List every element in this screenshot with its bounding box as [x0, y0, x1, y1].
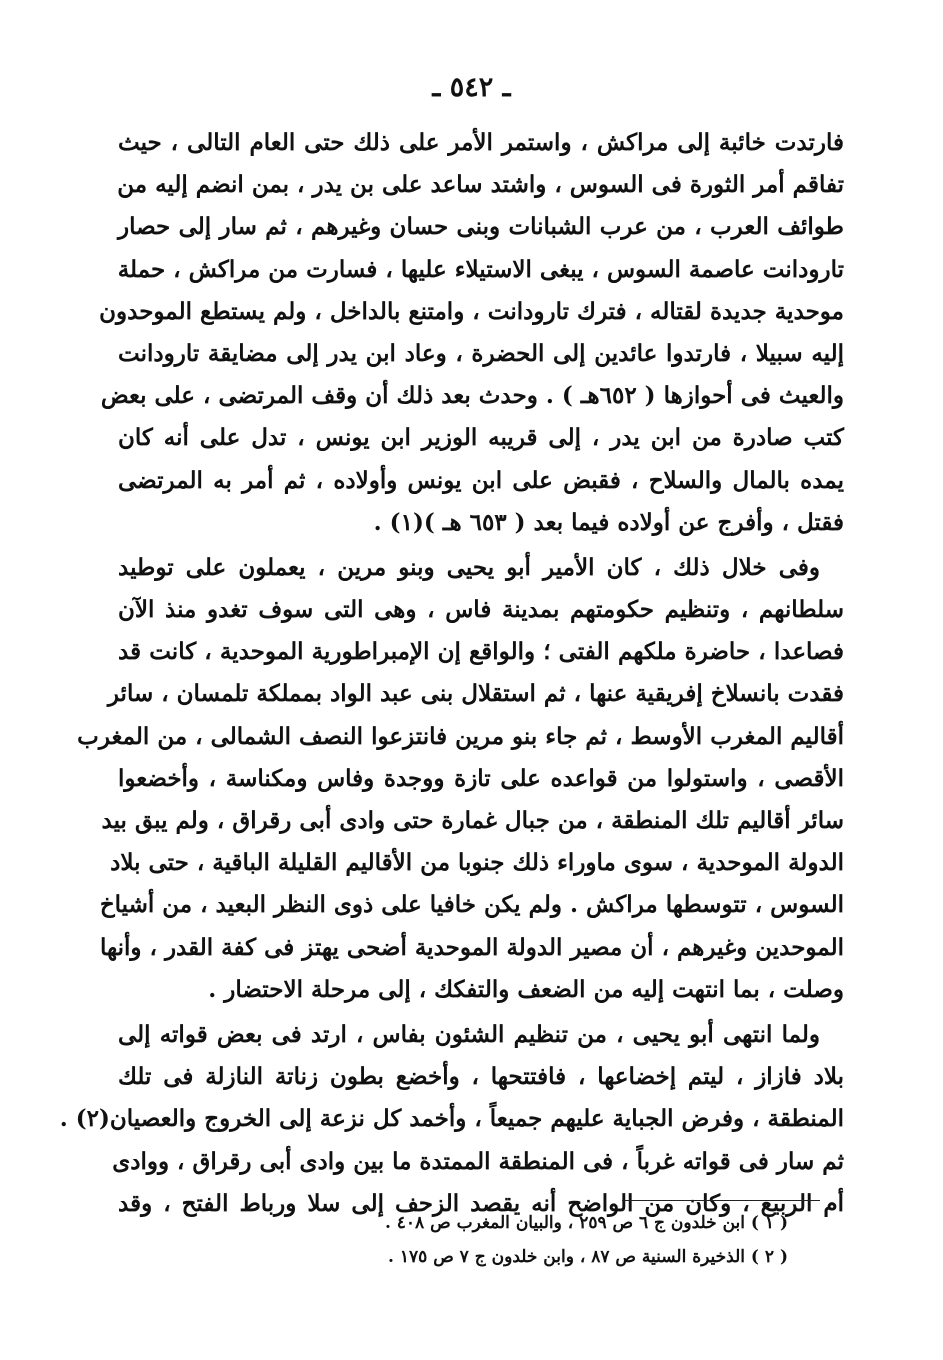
- text-line: كتب صادرة من ابن يدر ، إلى قريبه الوزير ابن يونس ، تدل على أنه كان: [118, 424, 845, 452]
- text-line: طوائف العرب ، من عرب الشبانات وبنى حسان وغيرهم ، ثم سار إلى حصار: [118, 213, 844, 241]
- footnotes: [300, 1206, 788, 1274]
- text-line: ولما انتهى أبو يحيى ، من تنظيم الشئون بفاس ، ارتد فى بعض قواته إلى: [118, 1020, 820, 1048]
- body-text: [59, 122, 845, 1225]
- text-line: المنطقة ، وفرض الجباية عليهم جميعاً ، وأخمد كل نزعة إلى الخروج والعصيان(٢) .: [59, 1105, 844, 1133]
- text-line: أقاليم المغرب الأوسط ، ثم جاء بنو مرين فانتزعوا النصف الشمالى ، من المغرب: [77, 722, 844, 750]
- text-line: فقدت بانسلاخ إفريقية عنها ، ثم استقلال بنى عبد الواد بمملكة تلمسان ، سائر: [107, 680, 844, 708]
- text-line: والعيث فى أحوازها ( ٦٥٢هـ ) . وحدث بعد ذلك أن وقف المرتضى ، على بعض: [100, 382, 844, 410]
- footnote: ( ٢ ) الذخيرة السنية ص ٨٧ ، وابن خلدون ج ٧ ص ١٧٥ .: [388, 1247, 788, 1267]
- text-line: سائر أقاليم تلك المنطقة ، من جبال غمارة حتى وادى أبى رقراق ، ولم يبق بيد: [101, 807, 844, 834]
- page-number: ـ ٥٤٢ ـ: [432, 72, 511, 103]
- text-line: سلطانهم ، وتنظيم حكومتهم بمدينة فاس ، وهى التى سوف تغدو منذ الآن: [118, 596, 844, 624]
- text-line: فقتل ، وأفرج عن أولاده فيما بعد ( ٦٥٣ هـ )(١) .: [373, 508, 844, 536]
- text-line: وفى خلال ذلك ، كان الأمير أبو يحيى وبنو مرين ، يعملون على توطيد: [118, 553, 820, 581]
- text-line: موحدية جديدة لقتاله ، فترك تارودانت ، وامتنع بالداخل ، ولم يستطع الموحدون: [99, 297, 844, 325]
- text-line: ثم سار فى قواته غرباً ، فى المنطقة الممتدة ما بين وادى أبى رقراق ، ووادى: [112, 1147, 844, 1175]
- text-line: وصلت ، بما انتهت إليه من الضعف والتفكك ، إلى مرحلة الاحتضار .: [208, 975, 844, 1003]
- footnote: ( ١ ) ابن خلدون ج ٦ ص ٢٥٩ ، والبيان المغرب ص ٤٠٨ .: [384, 1213, 788, 1233]
- text-line: الأقصى ، واستولوا من قواعده على تازة ووجدة وفاس ومكناسة ، وأخضعوا: [118, 764, 844, 792]
- text-line: فارتدت خائبة إلى مراكش ، واستمر الأمر على ذلك حتى العام التالى ، حيث: [118, 129, 844, 156]
- text-line: السوس ، تتوسطها مراكش . ولم يكن خافيا على ذوى النظر البعيد ، من أشياخ: [99, 891, 844, 919]
- footnote-divider: [622, 1200, 820, 1201]
- text-line: إليه سبيلا ، فارتدوا عائدين إلى الحضرة ، وعاد ابن يدر إلى مضايقة تارودانت: [118, 339, 844, 367]
- text-line: تفاقم أمر الثورة فى السوس ، واشتد ساعد على بن يدر ، بمن انضم إليه من: [117, 171, 844, 199]
- text-line: يمده بالمال والسلاح ، فقبض على ابن يونس وأولاده ، ثم أمر به المرتضى: [118, 466, 844, 494]
- text-line: فصاعدا ، حاضرة ملكهم الفتى ؛ والواقع إن الإمبراطورية الموحدية ، كانت قد: [118, 638, 844, 666]
- text-line: بلاد فازاز ، ليتم إخضاعها ، فافتتحها ، وأخضع بطون زناتة النازلة فى تلك: [118, 1063, 844, 1091]
- text-line: أم الربيع ، وكان من الواضح أنه يقصد الزحف إلى سلا ورباط الفتح ، وقد: [118, 1189, 844, 1217]
- text-line: تارودانت عاصمة السوس ، يبغى الاستيلاء عليها ، فسارت من مراكش ، حملة: [117, 255, 844, 283]
- text-line: الدولة الموحدية ، سوى ماوراء ذلك جنوبا من الأقاليم القليلة الباقية ، حتى بلاد: [110, 849, 844, 877]
- text-line: الموحدين وغيرهم ، أن مصير الدولة الموحدية أضحى يهتز فى كفة القدر ، وأنها: [100, 933, 844, 961]
